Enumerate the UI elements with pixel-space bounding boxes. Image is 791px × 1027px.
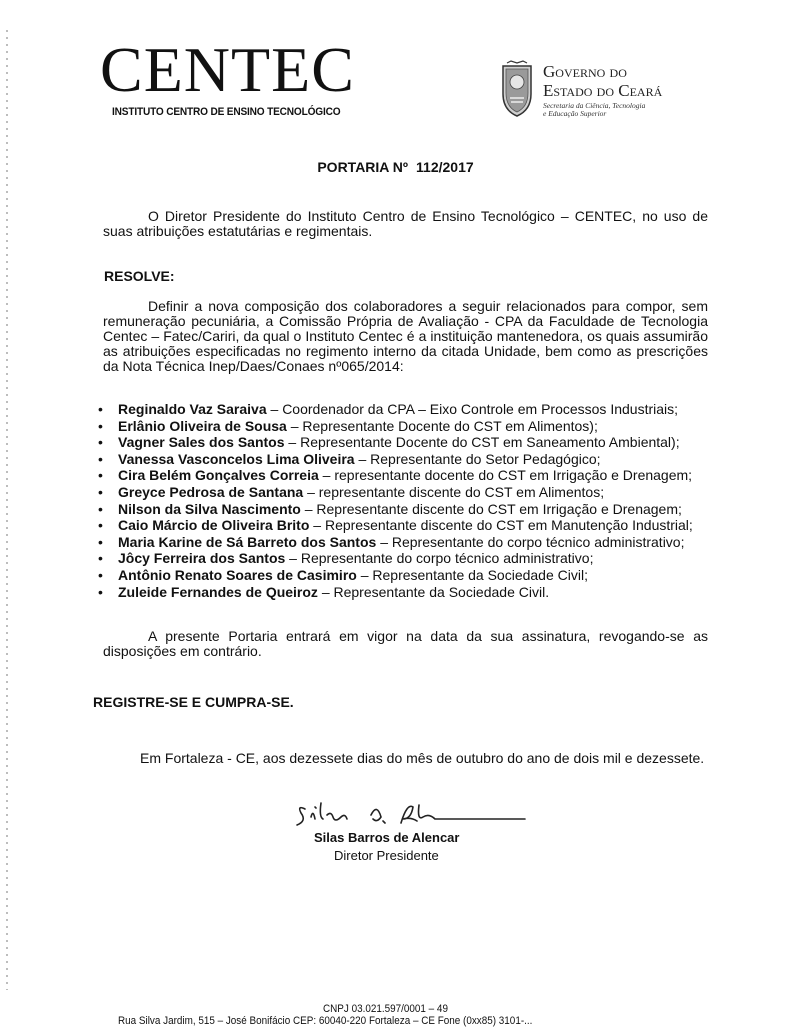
footer-cnpj: CNPJ 03.021.597/0001 – 49	[323, 1003, 448, 1015]
list-item	[96, 534, 716, 551]
member-name: Antônio Renato Soares de Casimiro	[118, 566, 357, 583]
member-role: – Representante Docente do CST em Saneamento Ambiental);	[284, 434, 680, 451]
intro-paragraph: O Diretor Presidente do Instituto Centro de Ensino Tecnológico – CENTEC, no uso de suas atribuições estatutárias e regimentais.	[103, 208, 708, 239]
secretariat-line-2: e Educação Superior	[543, 109, 607, 118]
government-line-1: Governo do	[543, 62, 627, 81]
member-name: Erlânio Oliveira de Sousa	[118, 417, 287, 434]
member-name: Reginaldo Vaz Saraiva	[118, 401, 267, 417]
member-role: – representante docente do CST em Irrigação e Drenagem;	[318, 467, 693, 484]
list-item	[96, 501, 716, 518]
list-item	[96, 401, 716, 418]
member-name: Caio Márcio de Oliveira Brito	[118, 517, 310, 534]
member-role: – Representante da Sociedade Civil.	[317, 583, 550, 600]
member-name: Jôcy Ferreira dos Santos	[118, 550, 286, 567]
member-name: Greyce Pedrosa de Santana	[118, 483, 304, 500]
list-item	[96, 517, 716, 534]
logo-subtitle: INSTITUTO CENTRO DE ENSINO TECNOLÓGICO	[112, 106, 341, 118]
member-role: – Representante do corpo técnico administrativo;	[285, 550, 594, 567]
signer-role: Diretor Presidente	[334, 848, 439, 863]
body-paragraph: Definir a nova composição dos colaboradores a seguir relacionados para compor, sem remuneração pecuniária, a Comissão Própria de Avaliação - CPA da Faculdade de Tecnologia Centec – Fatec/Cariri, da qual o Instituto Centec é a instituição mantenedora, os quais assumirão as atribuições especificadas no regimento interno da citada Unidade, bem como as prescrições da Nota Técnica Inep/Daes/Conaes nº065/2014:	[103, 298, 708, 374]
closing-paragraph: A presente Portaria entrará em vigor na data da sua assinatura, revogando-se as disposições em contrário.	[103, 628, 708, 659]
date-line: Em Fortaleza - CE, aos dezessete dias do mês de outubro do ano de dois mil e dezessete.	[140, 750, 705, 766]
member-role: – Representante discente do CST em Irrigação e Drenagem;	[300, 500, 682, 517]
member-role: – Representante do Setor Pedagógico;	[354, 450, 601, 467]
list-item	[96, 434, 716, 451]
member-name: Cira Belém Gonçalves Correia	[118, 467, 319, 484]
resolve-heading: RESOLVE:	[104, 268, 175, 284]
government-logo	[497, 60, 697, 130]
centec-logo	[100, 34, 360, 118]
secretariat-line-1: Secretaria da Ciência, Tecnologia	[543, 101, 646, 110]
list-item	[96, 567, 716, 584]
handwritten-signature	[293, 795, 533, 835]
member-name: Maria Karine de Sá Barreto dos Santos	[118, 533, 377, 550]
members-list	[96, 401, 716, 600]
member-role: – Representante Docente do CST em Alimentos);	[286, 417, 598, 434]
member-role: – representante discente do CST em Alimentos;	[303, 483, 605, 500]
member-name: Vagner Sales dos Santos	[118, 434, 285, 451]
government-line-2: Estado do Ceará	[543, 81, 663, 100]
list-item	[96, 584, 716, 601]
list-item	[96, 550, 716, 567]
logo-wordmark: CENTEC	[100, 34, 355, 105]
footer-address: Rua Silva Jardim, 515 – José Bonifácio CEP: 60040-220 Fortaleza – CE Fone (0xx85) 3101-...	[118, 1015, 533, 1027]
government-text	[543, 62, 662, 118]
list-item	[96, 451, 716, 468]
member-role: – Representante discente do CST em Manutenção Industrial;	[309, 517, 693, 534]
member-name: Vanessa Vasconcelos Lima Oliveira	[118, 450, 355, 467]
member-role: – Representante da Sociedade Civil;	[356, 566, 588, 583]
list-item	[96, 467, 716, 484]
list-item	[96, 484, 716, 501]
title-number: 112/2017	[416, 159, 474, 175]
signer-name: Silas Barros de Alencar	[314, 830, 460, 845]
title-label: PORTARIA Nº	[317, 159, 409, 175]
member-name: Nilson da Silva Nascimento	[118, 500, 301, 517]
member-role: – Representante do corpo técnico administrativo;	[376, 533, 685, 550]
document-title	[0, 159, 791, 175]
list-item	[96, 418, 716, 435]
ceara-crest-icon	[497, 60, 537, 118]
member-role: – Coordenador da CPA – Eixo Controle em Processos Industriais;	[266, 401, 679, 417]
member-name: Zuleide Fernandes de Queiroz	[118, 583, 318, 600]
registre-heading: REGISTRE-SE E CUMPRA-SE.	[93, 694, 294, 710]
